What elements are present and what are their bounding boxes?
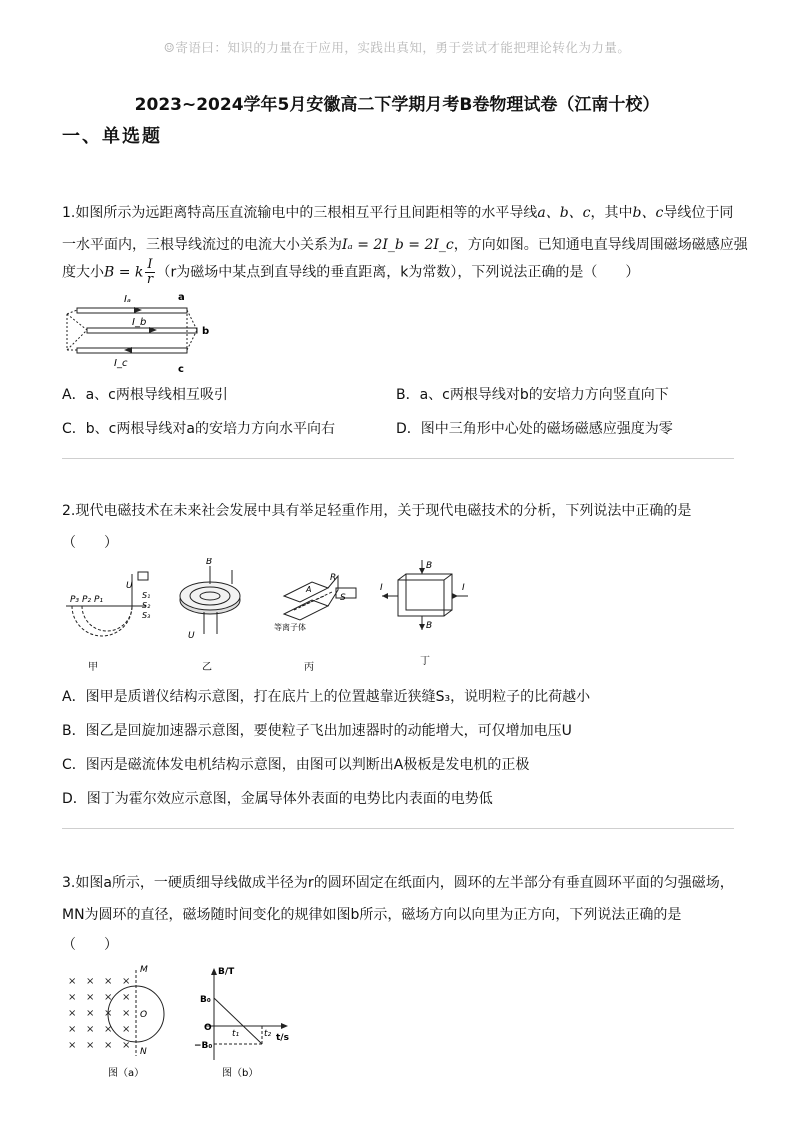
q3-line-3: （ ）: [62, 937, 118, 953]
svg-text:M: M: [140, 965, 148, 975]
svg-text:S: S: [340, 593, 346, 603]
svg-text:S₁: S₁: [142, 591, 151, 600]
svg-text:I_b: I_b: [132, 317, 147, 328]
cross-mark: ×: [104, 976, 113, 987]
wire-b: [87, 328, 197, 333]
fig-label-ding: 丁: [420, 656, 430, 667]
formula-fraction: $\frac{I}{r}$: [146, 257, 154, 287]
cross-mark: ×: [86, 1040, 95, 1051]
divider: [62, 458, 734, 459]
svg-text:−B₀: −B₀: [194, 1041, 213, 1051]
svg-text:B₀: B₀: [200, 995, 211, 1005]
svg-text:t₁: t₁: [232, 1029, 240, 1039]
svg-text:B/T: B/T: [218, 967, 235, 977]
q1-line-3: 度大小B = k $\frac{I}{r}$ （r为磁场中某点到直导线的垂直距离，k为常数），下列说法正确的是（ ）: [62, 257, 640, 287]
q2-option-d[interactable]: D．图丁为霍尔效应示意图，金属导体外表面的电势比内表面的电势低: [62, 791, 493, 807]
svg-text:O: O: [204, 1023, 212, 1033]
svg-text:B: B: [426, 561, 433, 571]
q2-line-2: （ ）: [62, 535, 118, 551]
fig-label-bing: 丙: [304, 662, 314, 673]
q1-line-1: 1.如图所示为远距离特高压直流输电中的三根相互平行且间距相等的水平导线a、b、c，其中b、c导线位于同: [62, 205, 734, 221]
cross-mark: ×: [122, 1040, 131, 1051]
svg-text:B: B: [426, 621, 433, 631]
svg-text:R: R: [330, 573, 337, 583]
cross-mark: ×: [122, 976, 131, 987]
cross-mark: ×: [86, 1024, 95, 1035]
section-heading: 一、单选题: [62, 126, 162, 147]
svg-text:c: c: [178, 364, 184, 374]
caption-a: 图（a）: [108, 1068, 145, 1079]
svg-text:S₃: S₃: [142, 611, 151, 620]
svg-text:Iₐ: Iₐ: [124, 294, 131, 305]
cross-mark: ×: [122, 1024, 131, 1035]
cross-mark: ×: [104, 1008, 113, 1019]
svg-text:P₂: P₂: [82, 595, 92, 605]
header-motto: ☺寄语曰：知识的力量在于应用，实践出真知，勇于尝试才能把理论转化为力量。: [163, 40, 631, 55]
svg-text:B: B: [206, 558, 213, 567]
cross-mark: ×: [104, 992, 113, 1003]
cross-mark: ×: [104, 1024, 113, 1035]
q2-figures: [62, 558, 482, 676]
b-t-graph: [206, 970, 286, 1060]
q2-line-1: 2.现代电磁技术在未来社会发展中具有举足轻重作用，关于现代电磁技术的分析，下列说法中正确的是: [62, 503, 692, 519]
svg-text:N: N: [140, 1047, 147, 1057]
svg-text:P₃: P₃: [70, 595, 80, 605]
cross-mark: ×: [68, 1024, 77, 1035]
cross-mark: ×: [104, 1040, 113, 1051]
cross-mark: ×: [122, 992, 131, 1003]
wire-a: [77, 308, 187, 313]
q1-option-d[interactable]: D．图中三角形中心处的磁场磁感应强度为零: [396, 421, 673, 437]
fig-label-yi: 乙: [202, 662, 212, 673]
q1-wire-figure: [62, 288, 222, 374]
cross-mark: ×: [68, 1008, 77, 1019]
q2-option-a[interactable]: A．图甲是质谱仪结构示意图，打在底片上的位置越靠近狭缝S₃，说明粒子的比荷越小: [62, 689, 591, 705]
divider: [62, 828, 734, 829]
cross-mark: ×: [68, 976, 77, 987]
q1-option-a[interactable]: A．a、c两根导线相互吸引: [62, 387, 228, 403]
magnetic-field-cross-marks: [68, 976, 130, 1051]
current-relation: Iₐ = 2I_b = 2I_c: [342, 237, 454, 253]
svg-text:U: U: [126, 581, 133, 591]
svg-text:A: A: [306, 585, 312, 594]
svg-text:t₂: t₂: [264, 1029, 272, 1039]
cyclotron-figure: [180, 566, 240, 634]
svg-text:t/s: t/s: [276, 1033, 289, 1043]
svg-text:I_c: I_c: [114, 358, 128, 369]
q3-line-2: MN为圆环的直径，磁场随时间变化的规律如图b所示，磁场方向以向里为正方向，下列说法正确的是: [62, 907, 682, 923]
cross-mark: ×: [68, 992, 77, 1003]
svg-text:S₂: S₂: [142, 601, 151, 610]
ring-figure: [108, 970, 164, 1056]
page-title: 2023~2024学年5月安徽高二下学期月考B卷物理试卷（江南十校）: [134, 95, 660, 115]
svg-text:I: I: [462, 583, 465, 593]
q2-option-c[interactable]: C．图丙是磁流体发电机结构示意图，由图可以判断出A极板是发电机的正极: [62, 757, 530, 773]
cross-mark: ×: [122, 1008, 131, 1019]
svg-text:I: I: [380, 583, 383, 593]
svg-text:O: O: [140, 1010, 148, 1020]
svg-text:b: b: [202, 326, 210, 337]
q1-option-c[interactable]: C．b、c两根导线对a的安培力方向水平向右: [62, 421, 335, 437]
plasma-label: 等离子体: [274, 623, 306, 632]
svg-text:a: a: [178, 292, 185, 303]
svg-text:U: U: [188, 631, 195, 641]
cross-mark: ×: [86, 1008, 95, 1019]
cross-mark: ×: [86, 992, 95, 1003]
cross-mark: ×: [86, 976, 95, 987]
q1-option-b[interactable]: B．a、c两根导线对b的安培力方向竖直向下: [396, 387, 669, 403]
q1-line-2: 一水平面内，三根导线流过的电流大小关系为Iₐ = 2I_b = 2I_c，方向如图。已知通电直导线周围磁场磁感应强: [62, 237, 748, 253]
q2-option-b[interactable]: B．图乙是回旋加速器示意图，要使粒子飞出加速器时的动能增大，可仅增加电压U: [62, 723, 572, 739]
q3-figures: [62, 960, 322, 1084]
q3-line-1: 3.如图a所示，一硬质细导线做成半径为r的圆环固定在纸面内，圆环的左半部分有垂直圆环平面的匀强磁场，: [62, 875, 734, 891]
caption-b: 图（b）: [222, 1068, 259, 1079]
svg-text:P₁: P₁: [94, 595, 104, 605]
fig-label-jia: 甲: [88, 662, 98, 673]
cross-mark: ×: [68, 1040, 77, 1051]
